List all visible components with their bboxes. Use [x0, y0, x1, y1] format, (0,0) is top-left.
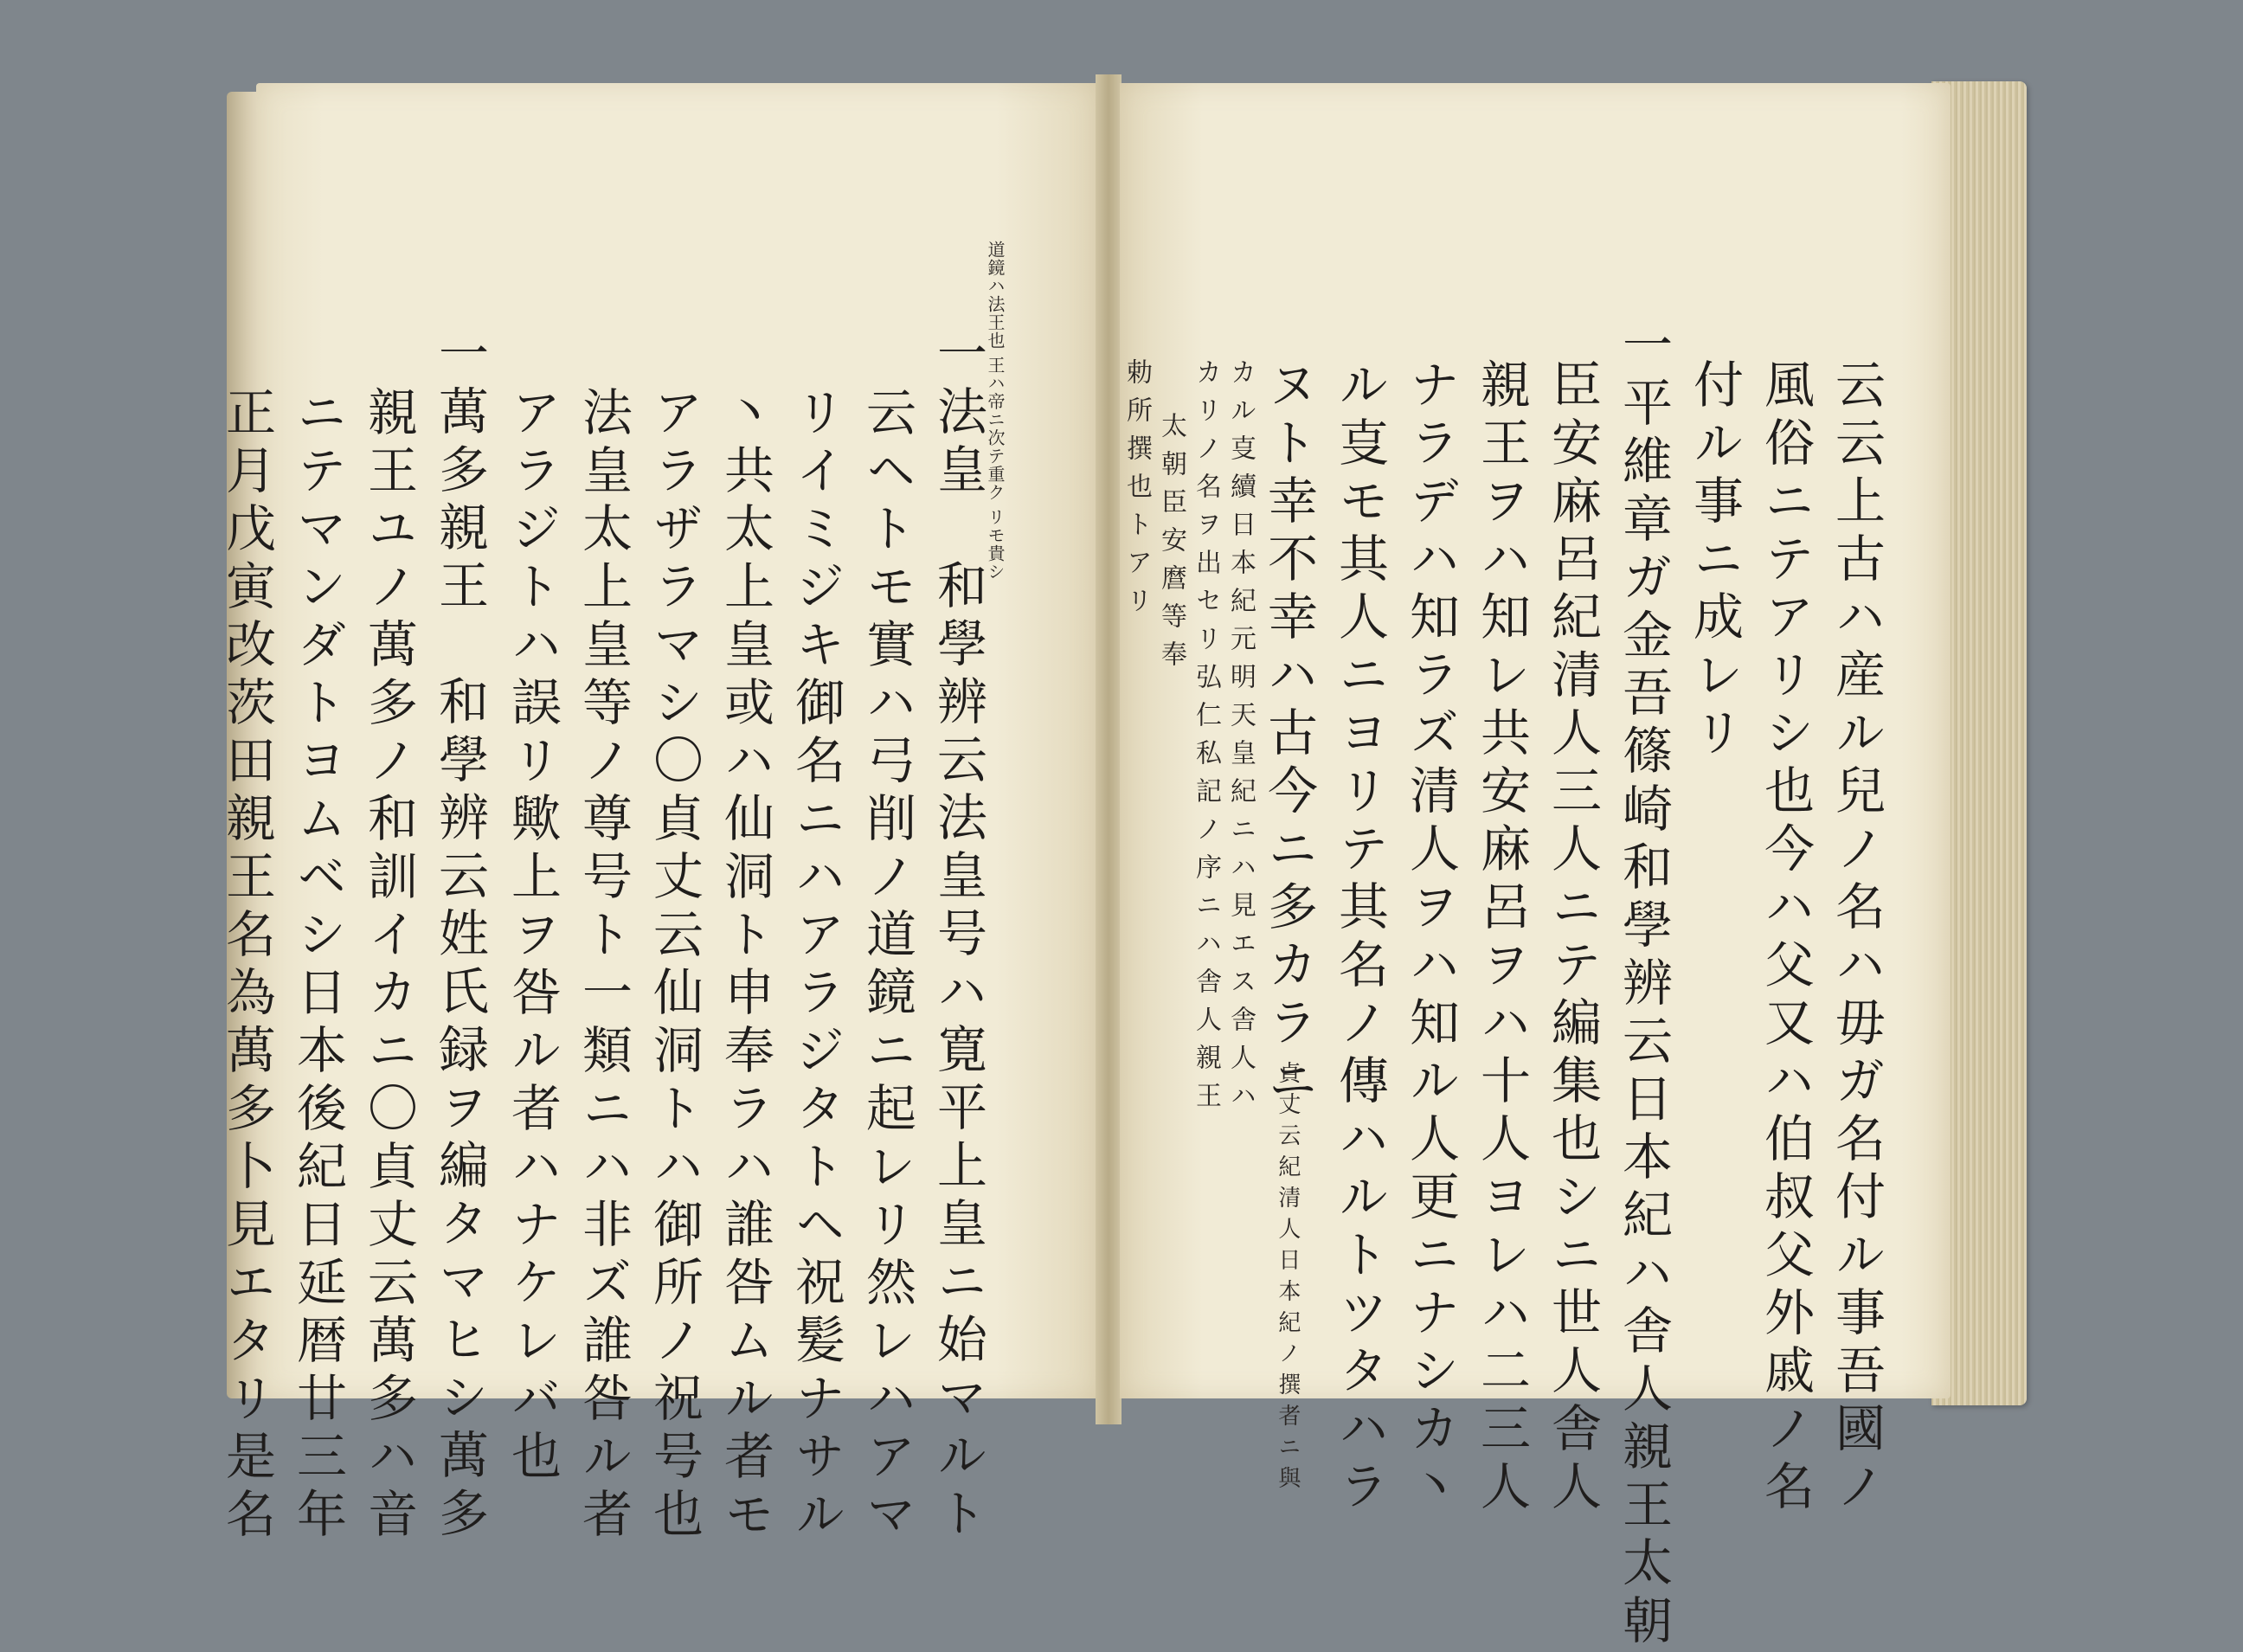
- text-column: 丶共太上皇或ハ仙洞ト申奉ラハ誰咎ムル者モ: [716, 386, 774, 1546]
- text-column: 親王ヲハ知レ共安麻呂ヲハ十人ヨレハ二三人: [1472, 358, 1531, 1518]
- text-column: 臣安麻呂紀清人三人ニテ編集也シニ世人舎人: [1543, 358, 1602, 1518]
- text-column: 一平維章ガ金吾篠崎和學辨云日本紀ハ舎人親王太朝: [1614, 318, 1673, 1652]
- text-column: 云ヘトモ實ハ弓削ノ道鏡ニ起レリ然レハアマ: [858, 386, 916, 1546]
- text-column: ナラデハ知ラズ清人ヲハ知ル人更ニナシカ丶: [1401, 358, 1460, 1518]
- open-book: [217, 74, 2027, 1652]
- text-column: 親王ユノ萬多ノ和訓イカニ〇貞丈云萬多ハ音: [359, 386, 418, 1546]
- text-column: アラジトハ誤リ歟上ヲ咎ル者ハナケレバ也: [503, 386, 562, 1488]
- inline-note: 貞丈云紀清人日本紀ノ撰者ニ與: [1274, 1061, 1301, 1497]
- text-column: ニテマンダトヨムベシ日本後紀日延暦廿三年: [288, 386, 347, 1546]
- text-column: 一萬多親王 和學辨云姓氏録ヲ編タマヒシ萬多: [430, 327, 489, 1545]
- text-column: 法皇太上皇等ノ尊号ト一類ニハ非ズ誰咎ル者: [574, 386, 633, 1546]
- text-column: 付ル事ニ成レリ: [1685, 358, 1744, 764]
- text-column: 正月戊寅改茨田親王名為萬多卜見エタリ是名: [217, 386, 276, 1546]
- right-page: [1120, 83, 1951, 1652]
- small-text-column: カル㕝續日本紀元明天皇紀ニハ見エス舎人ハ: [1225, 358, 1256, 1120]
- text-column: 風俗ニテアリシ也今ハ父又ハ伯叔父外戚ノ名: [1756, 358, 1815, 1518]
- small-text-column: 太朝臣安麿等奉: [1156, 412, 1186, 678]
- text-column: ヌト幸不幸ハ古今ニ多カラニ: [1259, 358, 1318, 1112]
- small-text-column: カリノ名ヲ出セリ弘仁私記ノ序ニハ舎人親王: [1191, 358, 1221, 1120]
- text-column: 一法皇 和學辨云法皇号ハ寛平上皇ニ始マルト: [929, 327, 987, 1545]
- margin-note: 道鏡ハ法王也 王ハ帝ニ次テ重ク リモ貴シ: [985, 241, 1006, 581]
- book-gutter: [1096, 74, 1122, 1424]
- text-column: 云云上古ハ産ル兒ノ名ハ毋ガ名付ル事吾國ノ: [1827, 358, 1886, 1518]
- text-column: ル㕝モ其人ニヨリテ其名ノ傳ハルトツタハラ: [1330, 358, 1389, 1518]
- text-column: リイミジキ御名ニハアラジタトヘ祝髪ナサル: [787, 386, 845, 1546]
- text-column: アラザラマシ〇貞丈云仙洞トハ御所ノ祝号也: [645, 386, 704, 1546]
- left-page: [217, 83, 1097, 1546]
- small-text-column: 勅所撰也トアリ: [1122, 358, 1152, 625]
